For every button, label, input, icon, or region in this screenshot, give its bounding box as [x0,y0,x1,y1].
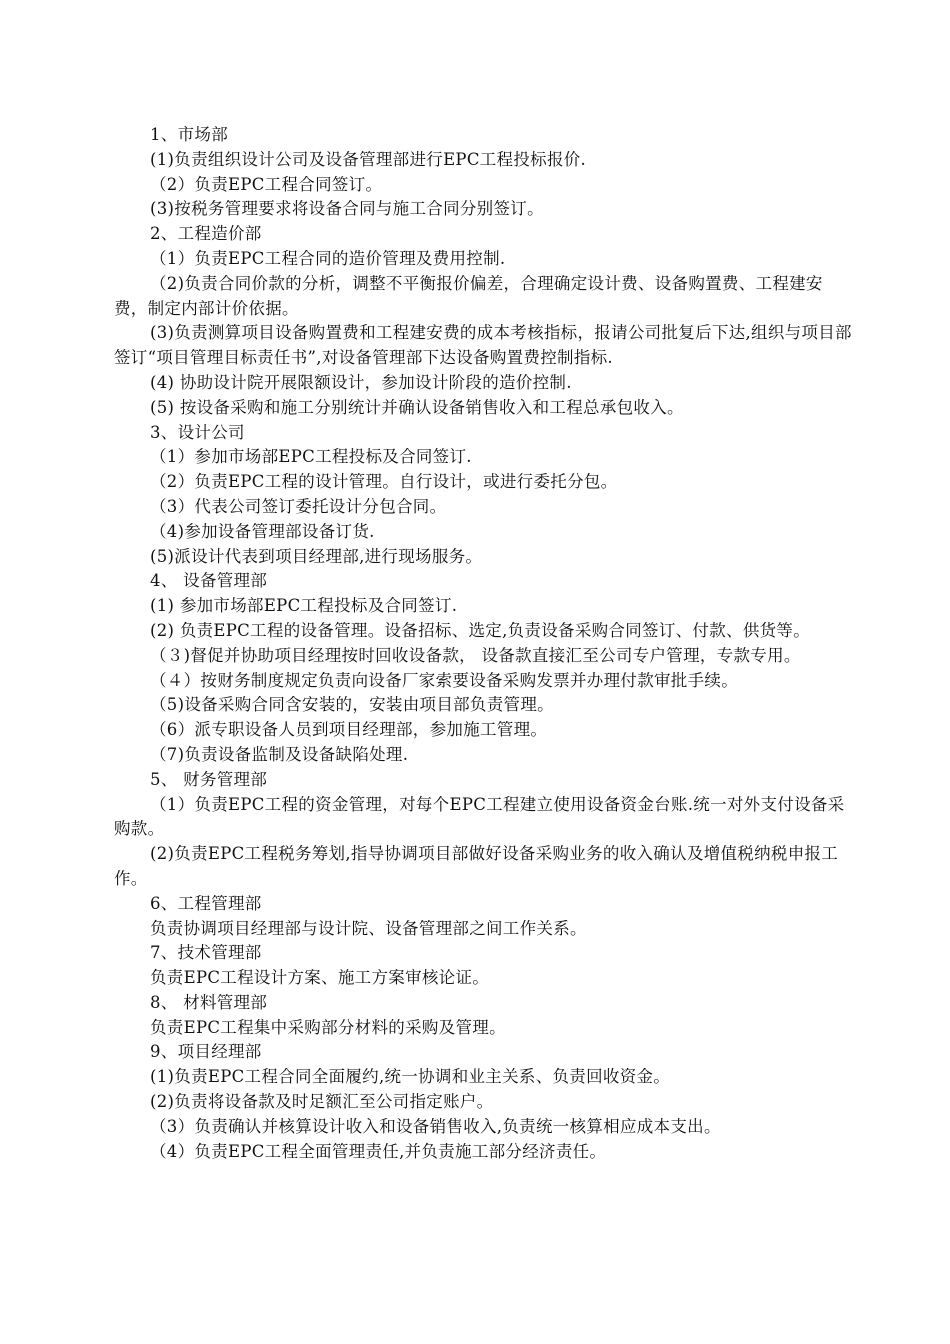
paragraph: （2)负责合同价款的分析，调整不平衡报价偏差，合理确定设计费、设备购置费、工程建安费，制定内部计价依据。 [114,273,823,318]
section-heading-design: 3、设计公司 [150,422,245,442]
paragraph: （1）负责EPC工程合同的造价管理及费用控制. [150,248,506,268]
paragraph: （4)参加设备管理部设备订货. [150,521,375,541]
paragraph: （5)设备采购合同含安装的，安装由项目部负责管理。 [150,695,554,715]
paragraph: （４）按财务制度规定负责向设备厂家索要设备采购发票并办理付款审批手续。 [150,670,738,690]
paragraph: (1)负责EPC工程合同全面履约,统一协调和业主关系、负责回收资金。 [150,1067,671,1087]
paragraph: 负责EPC工程集中采购部分材料的采购及管理。 [150,1017,506,1037]
paragraph: 负责协调项目经理部与设计院、设备管理部之间工作关系。 [150,918,587,938]
paragraph: (2) 负责EPC工程的设备管理。设备招标、选定,负责设备采购合同签订、付款、供货等。 [150,620,811,640]
paragraph: （1）参加市场部EPC工程投标及合同签订. [150,447,472,467]
section-heading-project: 9、项目经理部 [150,1042,262,1062]
paragraph: （2）负责EPC工程合同签订。 [150,174,383,194]
paragraph: (2)负责将设备款及时足额汇至公司指定账户。 [150,1092,494,1112]
section-heading-equipment: 4、 设备管理部 [150,571,268,591]
section-heading-materials: 8、 材料管理部 [150,992,268,1012]
section-heading-market: 1、市场部 [150,125,228,144]
paragraph: (5)派设计代表到项目经理部,进行现场服务。 [150,546,483,566]
document-body [114,123,854,1164]
section-heading-finance: 5、 财务管理部 [150,769,268,789]
section-heading-engineering: 6、工程管理部 [150,893,262,913]
paragraph: （3）负责确认并核算设计收入和设备销售收入,负责统一核算相应成本支出。 [150,1116,721,1136]
section-heading-technical: 7、技术管理部 [150,943,262,963]
paragraph: （4）负责EPC工程全面管理责任,并负责施工部分经济责任。 [150,1141,607,1161]
paragraph: (3)按税务管理要求将设备合同与施工合同分别签订。 [150,199,544,219]
paragraph: (1) 参加市场部EPC工程投标及合同签订. [150,596,458,616]
paragraph: (2)负责EPC工程税务筹划,指导协调项目部做好设备采购业务的收入确认及增值税纳税申报工作。 [114,844,839,888]
section-heading-cost: 2、工程造价部 [150,224,262,244]
paragraph: （1）负责EPC工程的资金管理，对每个EPC工程建立使用设备资金台账.统一对外支付设备采购款。 [114,794,845,839]
paragraph: （6）派专职设备人员到项目经理部，参加施工管理。 [150,720,548,740]
paragraph: 负责EPC工程设计方案、施工方案审核论证。 [150,968,490,988]
paragraph: (5) 按设备采购和施工分别统计并确认设备销售收入和工程总承包收入。 [150,397,684,417]
paragraph: (1)负责组织设计公司及设备管理部进行EPC工程投标报价. [150,149,587,169]
paragraph: （2）负责EPC工程的设计管理。自行设计，或进行委托分包。 [150,472,618,492]
paragraph: （３)督促并协助项目经理按时回收设备款， 设备款直接汇至公司专户管理，专款专用。 [150,645,801,665]
paragraph: （7)负责设备监制及设备缺陷处理. [150,744,409,764]
paragraph: (3)负责测算项目设备购置费和工程建安费的成本考核指标，报请公司批复后下达,组织与项目部签订“项目管理目标责任书”,对设备管理部下达设备购置费控制指标. [114,323,852,368]
paragraph: (4) 协助设计院开展限额设计，参加设计阶段的造价控制. [150,372,572,392]
paragraph: （3）代表公司签订委托设计分包合同。 [150,496,447,516]
